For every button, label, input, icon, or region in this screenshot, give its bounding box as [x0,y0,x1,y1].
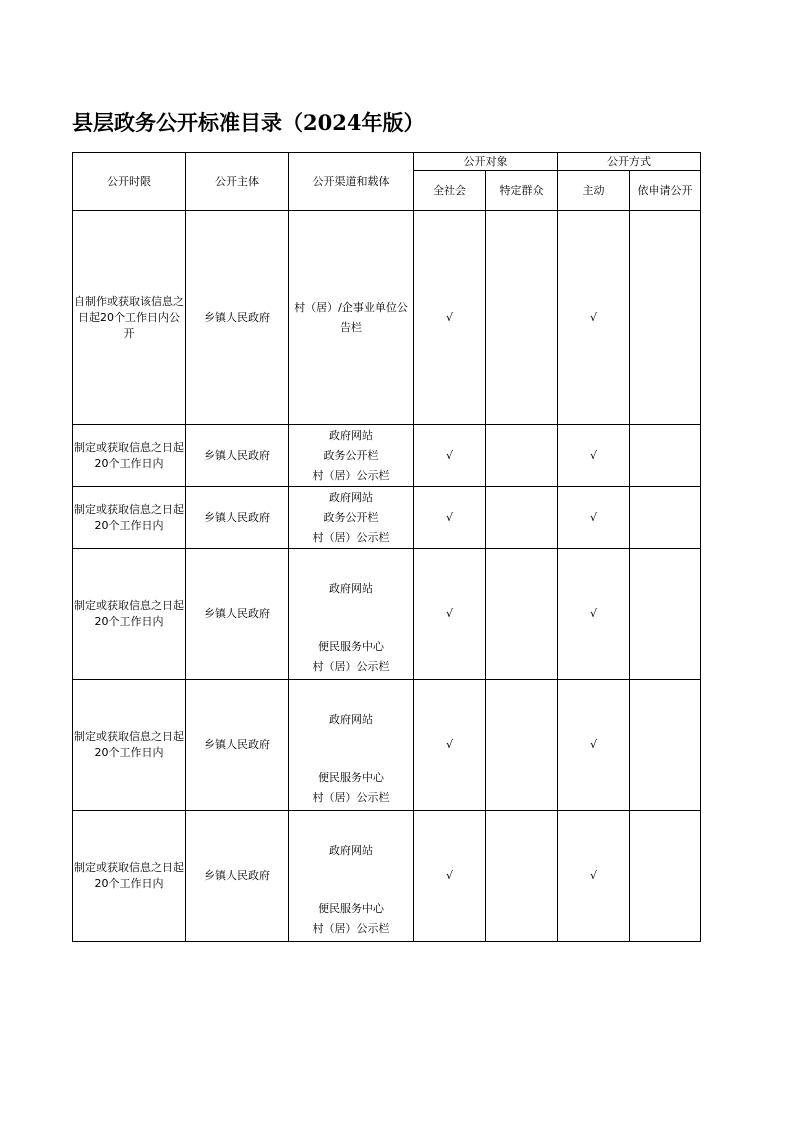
channel-cell [289,487,414,549]
audience-specific-cell [486,487,558,549]
header-audience-specific: 特定群众 [486,171,558,211]
channel-item: 村（居）/企事业单位公告栏 [294,300,408,334]
timing-cell: 制定或获取信息之日起20个工作日内 [73,425,186,487]
audience-specific-cell [486,811,558,942]
audience-all-cell: √ [414,487,486,549]
channel-item: 政府网站 [329,713,373,726]
catalog-table [72,152,701,942]
channel-item: 便民服务中心 [318,902,384,915]
table-row [73,811,701,942]
mode-request-cell [630,811,701,942]
channel-item: 政府网站 [329,490,373,504]
channel-item: 政务公开栏 [323,510,379,524]
mode-request-cell [630,211,701,425]
timing-cell: 自制作或获取该信息之日起20个工作日内公开 [73,211,186,425]
header-subject: 公开主体 [186,153,289,211]
audience-specific-cell [486,425,558,487]
audience-specific-cell [486,549,558,680]
header-row-top [73,153,701,171]
header-audience-all: 全社会 [414,171,486,211]
mode-active-cell: √ [558,425,630,487]
subject-cell: 乡镇人民政府 [186,425,289,487]
audience-all-cell: √ [414,680,486,811]
audience-specific-cell [486,680,558,811]
channel-cell [289,211,414,425]
audience-all-cell: √ [414,549,486,680]
table-row [73,211,701,425]
mode-active-cell: √ [558,211,630,425]
channel-item: 政府网站 [329,582,373,595]
mode-active-cell: √ [558,549,630,680]
subject-cell: 乡镇人民政府 [186,549,289,680]
page-title: 县层政务公开标准目录（2024年版） [72,110,425,135]
channel-item: 村（居）公示栏 [312,530,390,544]
channel-item: 政务公开栏 [323,448,379,462]
audience-all-cell: √ [414,811,486,942]
mode-active-cell: √ [558,811,630,942]
channel-item: 政府网站 [329,844,373,857]
subject-cell: 乡镇人民政府 [186,211,289,425]
channel-item: 村（居）公示栏 [312,922,390,935]
timing-cell: 制定或获取信息之日起20个工作日内 [73,487,186,549]
channel-item: 村（居）公示栏 [312,791,390,804]
mode-active-cell: √ [558,680,630,811]
audience-all-cell: √ [414,211,486,425]
mode-request-cell [630,549,701,680]
header-mode-active: 主动 [558,171,630,211]
table-row [73,487,701,549]
subject-cell: 乡镇人民政府 [186,487,289,549]
timing-cell: 制定或获取信息之日起20个工作日内 [73,811,186,942]
channel-cell [289,811,414,942]
table-row [73,425,701,487]
timing-cell: 制定或获取信息之日起20个工作日内 [73,680,186,811]
header-timing: 公开时限 [73,153,186,211]
subject-cell: 乡镇人民政府 [186,811,289,942]
header-audience-group: 公开对象 [414,153,558,171]
audience-specific-cell [486,211,558,425]
channel-item: 政府网站 [329,428,373,442]
channel-cell [289,425,414,487]
channel-cell [289,680,414,811]
mode-active-cell: √ [558,487,630,549]
header-channel: 公开渠道和载体 [289,153,414,211]
channel-item: 村（居）公示栏 [312,660,390,673]
channel-item: 便民服务中心 [318,771,384,784]
audience-all-cell: √ [414,425,486,487]
table-row [73,680,701,811]
channel-item: 便民服务中心 [318,640,384,653]
table-row [73,549,701,680]
subject-cell: 乡镇人民政府 [186,680,289,811]
channel-cell [289,549,414,680]
header-mode-request: 依申请公开 [630,171,701,211]
mode-request-cell [630,487,701,549]
header-mode-group: 公开方式 [558,153,701,171]
mode-request-cell [630,425,701,487]
timing-cell: 制定或获取信息之日起20个工作日内 [73,549,186,680]
channel-item: 村（居）公示栏 [312,468,390,482]
mode-request-cell [630,680,701,811]
